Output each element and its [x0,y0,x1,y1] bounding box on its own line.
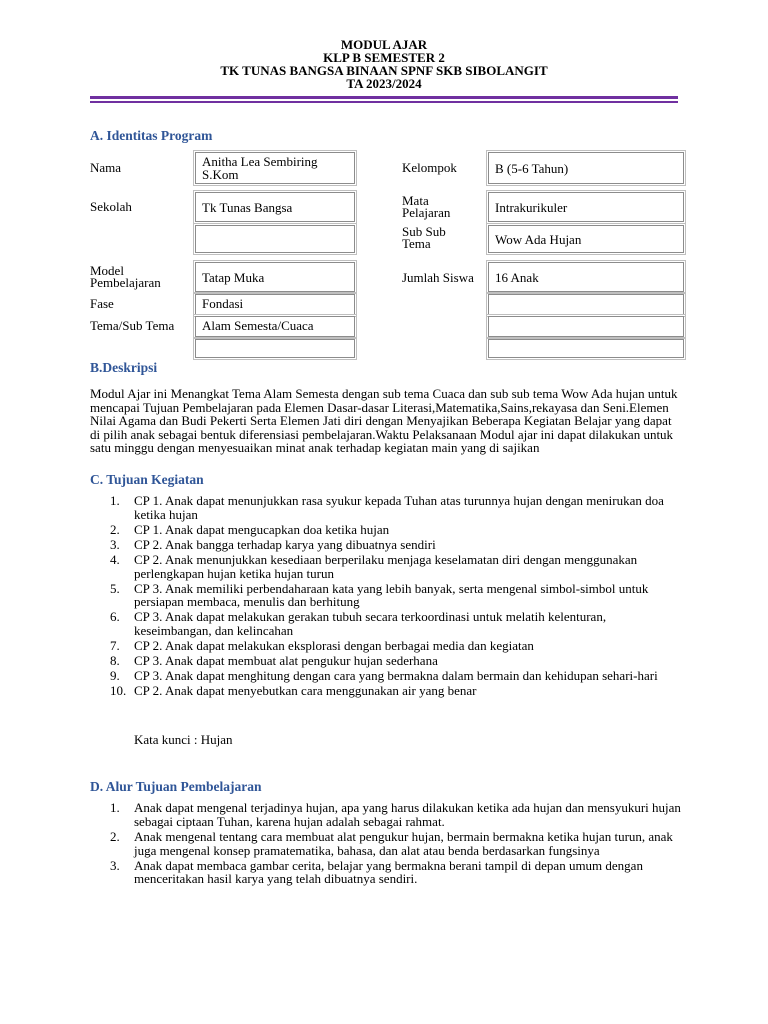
jumlah-value: 16 Anak [495,270,539,285]
section-d-title: D. Alur Tujuan Pembelajaran [90,779,262,794]
list-text: CP 2. Anak menunjukkan kesediaan berperilaku menjaga keselamatan diri dengan menggunakan perlengkapan hujan ketika hujan turun [134,551,638,581]
list-text: Anak dapat membaca gambar cerita, belajar yang bermakna berani tampil di depan umum dengan menceritakan hasil karya yang telah dibuatnya sendiri. [134,857,643,887]
tema-extra-field [195,339,355,358]
header-line-3: TK TUNAS BANGSA BINAAN SPNF SKB SIBOLANGIT [220,63,548,78]
list-number: 1. [110,800,120,815]
list-number: 5. [110,580,120,596]
keyword-line: Kata kunci : Hujan [134,732,233,747]
list-number: 9. [110,668,120,684]
list-text: CP 2. Anak bangga terhadap karya yang dibuatnya sendiri [134,536,436,552]
nama-label: Nama [90,160,122,175]
list-number: 7. [110,638,120,654]
document-header [0,38,768,90]
header-line-2: KLP B SEMESTER 2 [323,50,445,65]
list-item [90,654,682,668]
section-a-title: A. Identitas Program [90,128,213,143]
list-number: 1. [110,493,120,508]
header-line-1: MODUL AJAR [340,37,428,52]
sekolah-label: Sekolah [90,199,132,214]
list-text: CP 1. Anak dapat menunjukkan rasa syukur kepada Tuhan atas turunnya hujan dengan menirukan doa ketika hujan [134,493,664,522]
right-extra-field-3 [488,339,684,358]
list-text: Anak mengenal tentang cara membuat alat pengukur hujan, bermain bermakna ketika hujan turun, anak juga mengenal konsep pramatematika, bahasa, dan alat atau benda berdasarkan fungsinya [134,828,673,858]
list-item [90,523,682,537]
subsub-value: Wow Ada Hujan [495,232,582,247]
list-number: 3. [110,857,120,873]
list-item [90,553,682,581]
model-label: Model Pembelajaran [90,263,161,290]
list-item [90,582,682,610]
list-number: 8. [110,653,120,669]
header-divider-top [90,96,678,99]
list-item [90,494,682,522]
nama-value: Anitha Lea Sembiring S.Kom [202,154,318,182]
mapel-field [488,192,684,222]
list-text: CP 1. Anak dapat mengucapkan doa ketika hujan [134,521,390,537]
sekolah-extra-field [195,225,355,253]
list-text: CP 2. Anak dapat melakukan eksplorasi dengan berbagai media dan kegiatan [134,638,534,654]
list-item [90,684,682,698]
list-number: 3. [110,536,120,552]
tema-field [195,316,355,337]
subsub-field [488,225,684,253]
jumlah-label: Jumlah Siswa [402,270,474,285]
list-text: Anak dapat mengenal terjadinya hujan, apa yang harus dilakukan ketika ada hujan dan mensyukuri hujan sebagai ciptaan Tuhan, karena hujan adalah sebagai rahmat. [134,800,681,829]
list-item [90,830,682,858]
tema-label: Tema/Sub Tema [90,318,175,333]
section-c-title: C. Tujuan Kegiatan [90,472,204,487]
list-text: CP 3. Anak memiliki perbendaharaan kata yang lebih banyak, serta mengenal simbol-simbol untuk persiapan membaca, menulis dan berhitung [134,580,649,610]
list-number: 2. [110,828,120,844]
list-number: 6. [110,609,120,625]
right-extra-field-1 [488,294,684,315]
fase-label: Fase [90,296,114,311]
list-item [90,639,682,653]
list-number: 2. [110,521,120,537]
alur-tujuan-list [90,801,682,887]
model-value: Tatap Muka [202,270,265,285]
list-text: CP 3. Anak dapat melakukan gerakan tubuh secara terkoordinasi untuk melatih kelenturan, keseimbangan, dan kelincahan [134,609,607,639]
list-text: CP 3. Anak dapat membuat alat pengukur hujan sederhana [134,653,438,669]
subsub-label: Sub Sub Tema [402,224,446,251]
jumlah-field [488,262,684,292]
description-paragraph: Modul Ajar ini Menangkat Tema Alam Semesta dengan sub tema Cuaca dan sub sub tema Wow Ada hujan untuk mencapai Tujuan Pembelajaran pada Elemen Dasar-dasar Literasi,Matematika,Sains,rekayasa dan Seni.Elemen Nilai Agama dan Budi Pekerti Serta Elemen Jati diri dengan Menyajikan Beberapa Kegiatan Belajar yang dapat di pilih anak sebagai bentuk diferensiasi pembelajaran.Waktu Pelaksanaan Modul ajar ini dapat dilakukan untuk satu minggu dengan menyesuaikan minat anak terhadap kegiatan main yang di sajikan [90,386,678,456]
nama-field [195,152,355,184]
header-line-4: TA 2023/2024 [346,76,422,91]
mapel-label: Mata Pelajaran [402,193,451,220]
list-number: 10. [110,683,127,699]
sekolah-value: Tk Tunas Bangsa [202,200,293,215]
list-item [90,669,682,683]
header-divider-bottom [90,101,678,103]
tema-value: Alam Semesta/Cuaca [202,318,314,333]
list-text: CP 2. Anak dapat menyebutkan cara menggunakan air yang benar [134,683,477,699]
sekolah-field [195,192,355,222]
kelompok-field [488,152,684,184]
tujuan-kegiatan-list [90,494,682,699]
mapel-value: Intrakurikuler [495,200,568,215]
model-field [195,262,355,292]
list-item [90,859,682,887]
list-text: CP 3. Anak dapat menghitung dengan cara yang bermakna dalam bermain dan kehidupan sehari-hari [134,668,658,684]
right-extra-field-2 [488,316,684,337]
fase-field [195,294,355,315]
list-item [90,610,682,638]
list-item [90,538,682,552]
fase-value: Fondasi [202,296,244,311]
kelompok-value: B (5-6 Tahun) [495,161,569,176]
section-b-title: B.Deskripsi [90,360,158,375]
list-number: 4. [110,551,120,567]
kelompok-label: Kelompok [402,160,457,175]
list-item [90,801,682,829]
